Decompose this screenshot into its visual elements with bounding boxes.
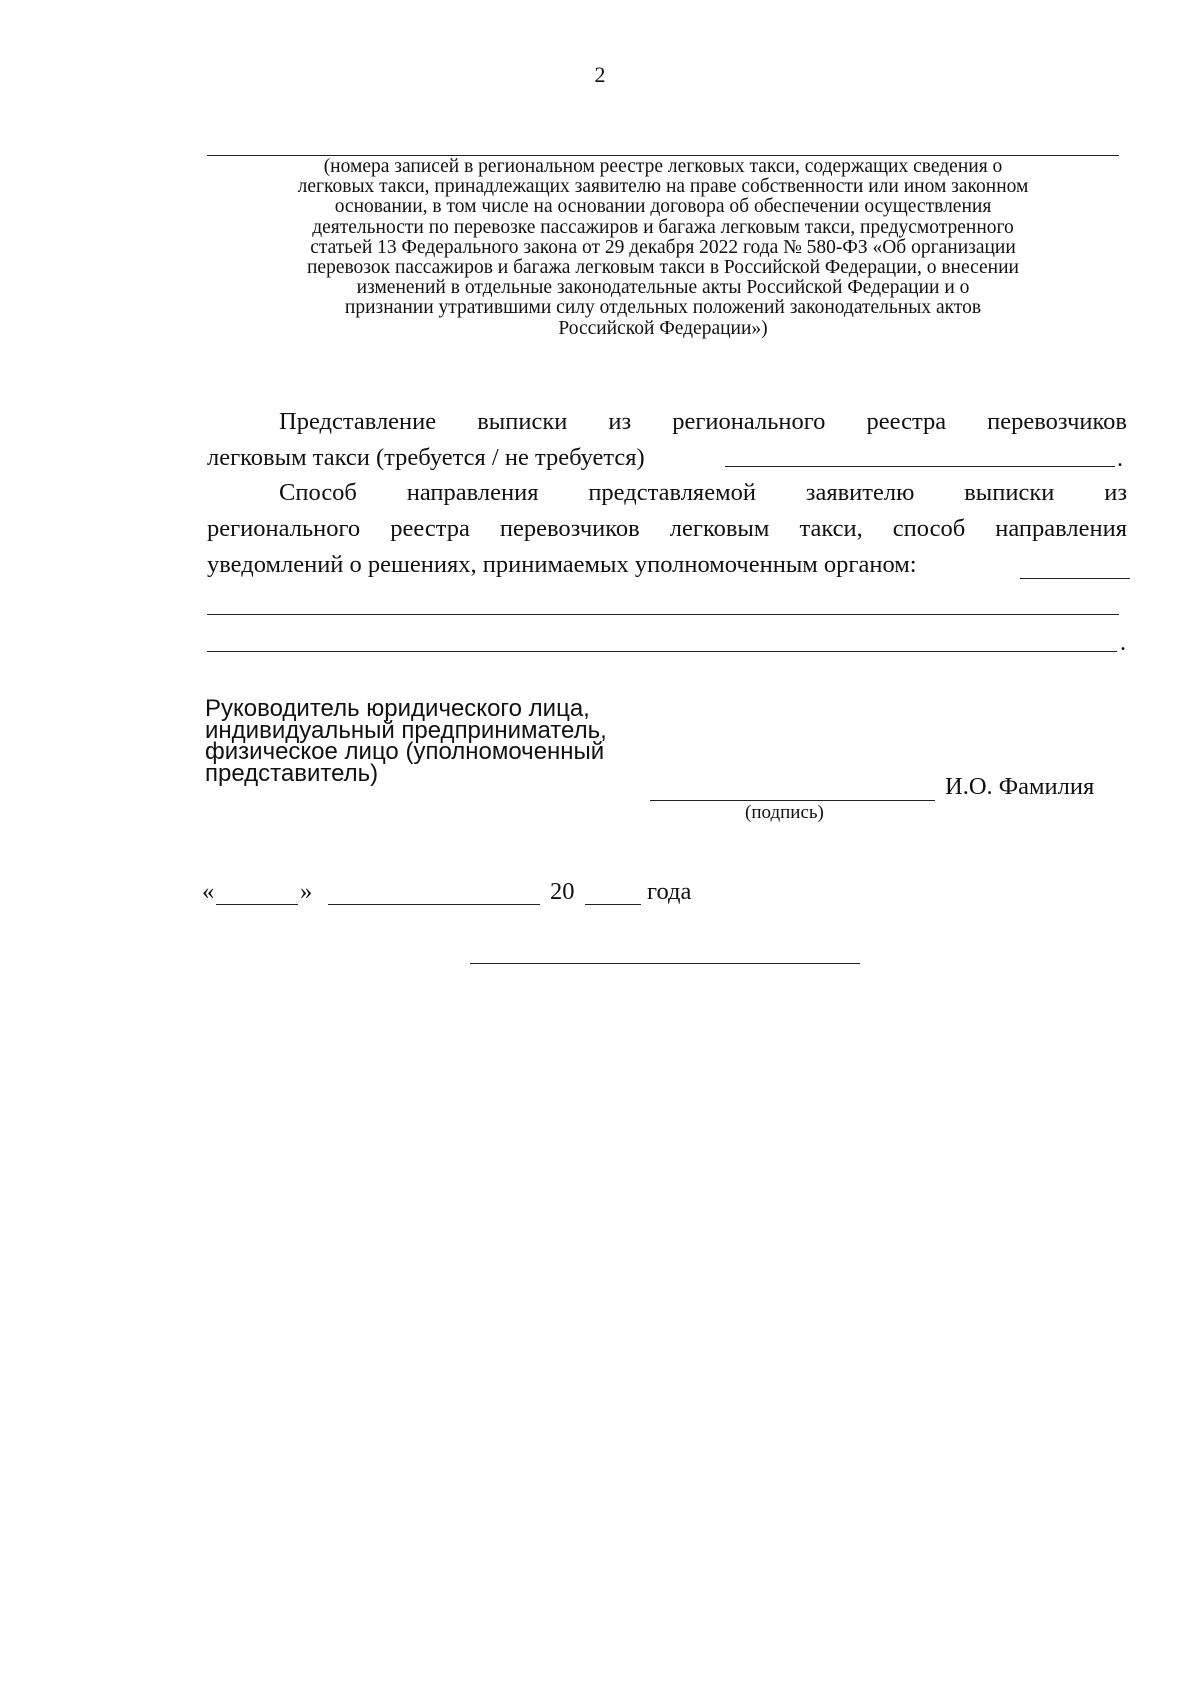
delivery-method-fill-line[interactable]	[1020, 578, 1130, 579]
extract-request-line	[207, 440, 1127, 476]
delivery-method-period: .	[1120, 630, 1126, 656]
caption-line: перевозок пассажиров и багажа легковым такси в Российской Федерации, о внесении	[306, 257, 1019, 279]
date-month-fill-line[interactable]	[328, 904, 540, 905]
signatory-title	[205, 695, 607, 787]
records-caption	[207, 157, 1119, 339]
delivery-method-line: Способ направления представляемой заявителю выписки из	[279, 479, 1127, 506]
delivery-method-fill-line-2[interactable]	[207, 614, 1119, 615]
delivery-method-paragraph	[207, 475, 1127, 583]
caption-line: изменений в отдельные законодательные акты Российской Федерации и о	[356, 277, 970, 299]
extract-request-period: .	[1117, 446, 1123, 472]
caption-line: (номера записей в региональном реестре легковых такси, содержащих сведения о	[323, 156, 1003, 177]
signatory-line: индивидуальный предприниматель,	[205, 716, 607, 744]
date-year-fill-line[interactable]	[585, 904, 641, 905]
caption-line: признании утратившими силу отдельных положений законодательных актов	[344, 297, 982, 319]
date-century: 20	[550, 878, 575, 905]
delivery-method-line: регионального реестра перевозчиков легковым такси, способ направления	[207, 515, 1127, 542]
signature-fill-line[interactable]	[650, 800, 935, 801]
page-number: 2	[594, 62, 606, 87]
date-year-word: года	[647, 878, 692, 905]
signature-caption: (подпись)	[745, 802, 824, 823]
extract-request-fill-line[interactable]	[725, 466, 1115, 467]
date-open-quote: «	[202, 878, 215, 905]
caption-line: статьей 13 Федерального закона от 29 декабря 2022 года № 580-ФЗ «Об организации	[310, 236, 1016, 258]
signatory-line: представитель)	[205, 759, 379, 787]
closing-separator	[470, 963, 860, 964]
caption-line: Российской Федерации»)	[558, 317, 768, 339]
date-day-fill-line[interactable]	[216, 904, 298, 905]
caption-line: легковых такси, принадлежащих заявителю на праве собственности или ином законном	[297, 176, 1029, 198]
delivery-method-line: уведомлений о решениях, принимаемых уполномоченным органом:	[207, 551, 917, 578]
extract-request-label: легковым такси (требуется / не требуется)	[207, 444, 645, 471]
signatory-name: И.О. Фамилия	[945, 773, 1095, 800]
delivery-method-fill-line-3[interactable]	[207, 651, 1117, 652]
signatory-line: Руководитель юридического лица,	[205, 695, 590, 722]
extract-request-line: Представление выписки из регионального реестра перевозчиков	[279, 408, 1127, 435]
caption-line: деятельности по перевозке пассажиров и багажа легковым такси, предусмотренного	[312, 216, 1014, 238]
signatory-line: физическое лицо (уполномоченный	[205, 738, 605, 765]
date-close-quote: »	[300, 878, 313, 905]
caption-line: основании, в том числе на основании договора об обеспечении осуществления	[334, 196, 992, 218]
